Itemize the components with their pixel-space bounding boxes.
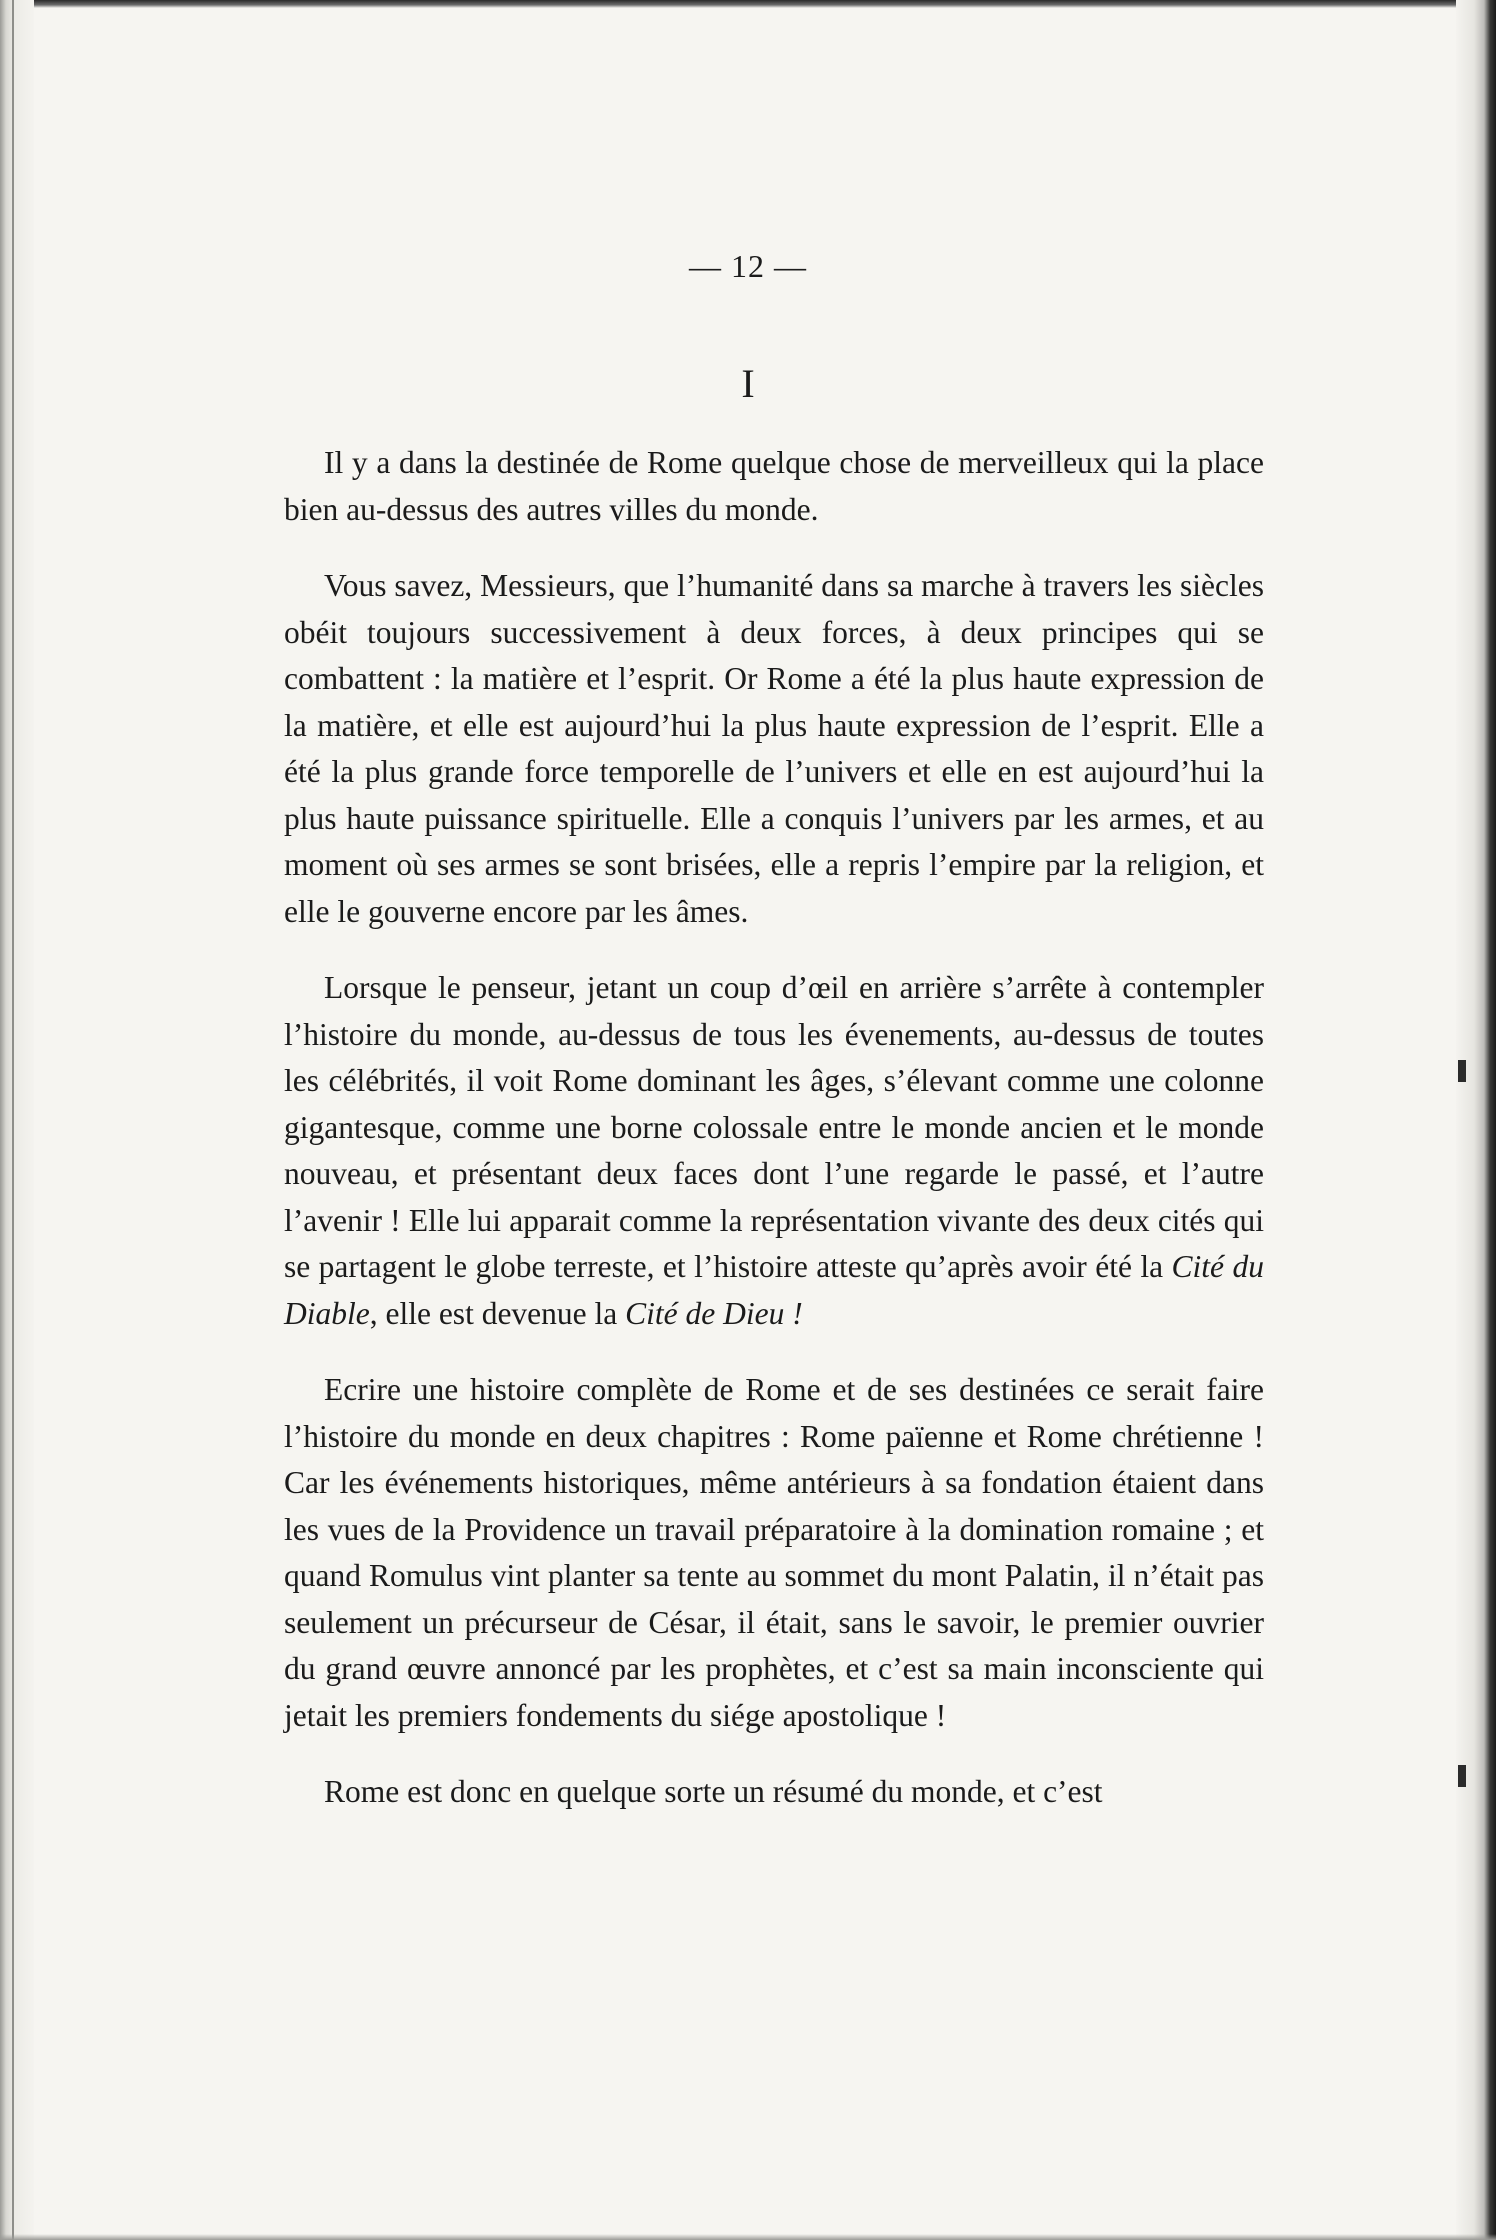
paragraph-text: Lorsque le penseur, jetant un coup d’œil en arrière s’arrête à contempler l’histoire du monde, au-dessus de tous les évenements, au-dessus de toutes les célébrités, il voit Rome dominant les âges, s’élevant comme une colonne gigantesque, comme une borne colossale entre le monde ancien et le monde nouveau, et présentant deux faces dont l’une regarde le passé, et l’autre l’avenir ! Elle lui apparait comme la représentation vivante des deux cités qui se partagent le globe terreste, et l’histoire atteste qu’après avoir été la <box>284 970 1264 1284</box>
page-edge-notch <box>1458 1765 1466 1787</box>
paragraph-text: , elle est devenue la <box>369 1295 626 1331</box>
italic-phrase: Cité du Diable <box>284 1249 1264 1331</box>
scan-top-edge <box>0 0 1496 8</box>
italic-phrase: Cité de Dieu ! <box>625 1295 803 1331</box>
paragraph: Ecrire une histoire complète de Rome et de ses destinées ce serait faire l’histoire du monde en deux chapitres : Rome païenne et Rome chrétienne ! Car les événements historiques, même antérieurs à sa fondation étaient dans les vues de la Providence un travail préparatoire à la domination romaine ; et quand Romulus vint planter sa tente au sommet du mont Palatin, il n’était pas seulement un précurseur de César, il était, sans le savoir, le premier ouvrier du grand œuvre annoncé par les prophètes, et c’est sa main inconsciente qui jetait les premiers fondements du siége apostolique ! <box>284 1372 1264 1733</box>
paragraph: Il y a dans la destinée de Rome quelque chose de merveilleux qui la place bien au-dessus des autres villes du monde. <box>284 445 1264 527</box>
book-gutter <box>0 0 34 2240</box>
page-edge-notch <box>1458 1060 1466 1082</box>
gutter-line <box>12 0 14 2240</box>
scan-right-edge <box>1456 0 1496 2240</box>
body-text <box>284 440 1264 1816</box>
paragraph: Vous savez, Messieurs, que l’humanité dans sa marche à travers les siècles obéit toujours successivement à deux forces, à deux principes qui se combattent : la matière et l’esprit. Or Rome a été la plus haute expression de la matière, et elle est aujourd’hui la plus haute expression de l’esprit. Elle a été la plus grande force temporelle de l’univers et elle en est aujourd’hui la plus haute puissance spirituelle. Elle a conquis l’univers par les armes, et au moment où ses armes se sont brisées, elle a repris l’empire par la religion, et elle le gouverne encore par les âmes. <box>284 568 1264 929</box>
chapter-heading: I <box>741 361 755 406</box>
page-number: — 12 — <box>689 248 807 284</box>
paragraph <box>284 965 1264 1337</box>
paragraph: Rome est donc en quelque sorte un résumé du monde, et c’est <box>324 1774 1103 1809</box>
scan-bottom-edge <box>0 2234 1496 2240</box>
